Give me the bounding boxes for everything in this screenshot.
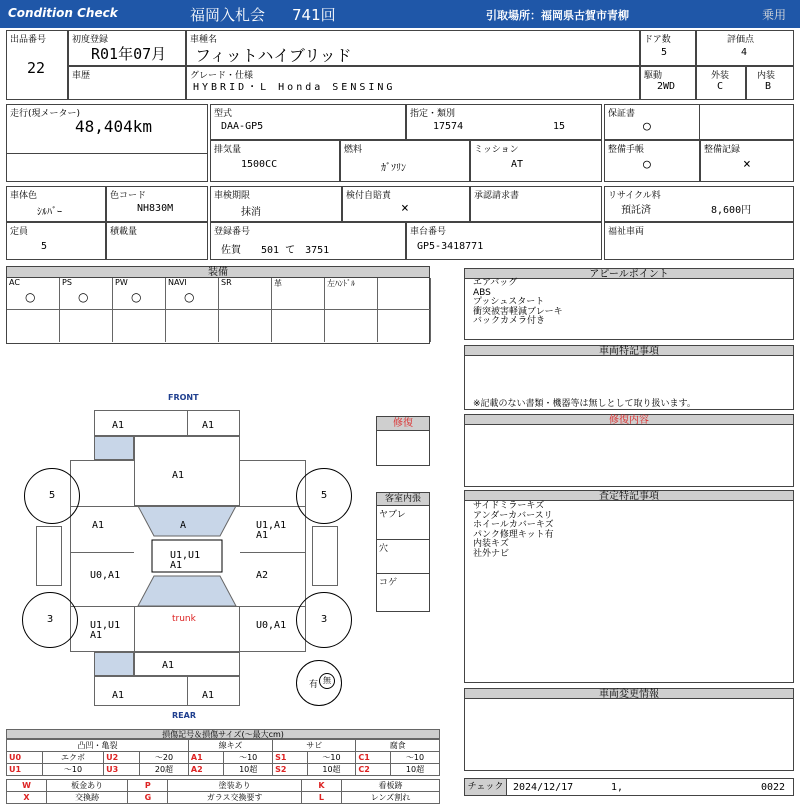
exterior-cell (696, 66, 746, 100)
equipment-empty-cell (113, 310, 166, 342)
equipment-empty-cell (219, 310, 272, 342)
car-name-label: 車種名 (190, 35, 218, 45)
grade-value: HYBRID・L Honda SENSING (193, 82, 396, 93)
mark-front-bumper-right: A1 (202, 420, 215, 431)
appraisal-line: 内装キズ (473, 539, 509, 549)
doors-label: ドア数 (644, 35, 671, 45)
mark-quarter-left-1: U1,U1 (90, 620, 121, 631)
mark-quarter-right: U0,A1 (256, 620, 287, 631)
history-cell (68, 66, 186, 100)
legend-desc: 板金あり (47, 780, 128, 792)
brand-title: Condition Check (8, 6, 118, 20)
check-date: 2024/12/17 (513, 782, 574, 793)
special-title: 車両特記事項 (464, 345, 794, 356)
mission-value: AT (511, 159, 524, 170)
mark-door-left: U0,A1 (90, 570, 121, 581)
legend-code: A1 (188, 752, 223, 764)
appraisal-line: 社外ナビ (473, 548, 510, 559)
lot-number-cell (6, 30, 68, 100)
repair-mark-label: 修復 (377, 417, 429, 431)
cabin-box (376, 492, 430, 612)
legend-code: S2 (273, 764, 307, 776)
drive-label: 駆動 (644, 71, 663, 81)
cabin-tear: ヤブレ (379, 510, 406, 520)
legend-desc: 交換跡 (47, 792, 128, 804)
equipment-value: ○ (78, 290, 89, 304)
equipment-empty-cell (272, 310, 325, 342)
equipment-empty-cell (166, 310, 219, 342)
legend-title: 損傷記号＆損傷サイズ(〜最大cm) (6, 729, 440, 739)
car-name: フィットハイブリッド (195, 46, 352, 65)
equipment-item (272, 278, 325, 310)
inspection-value: 抹消 (241, 207, 261, 218)
mark-quarter-left-2: A1 (90, 630, 103, 641)
appraisal-line: ホイールカバーキズ (473, 520, 554, 530)
doors-value: 5 (661, 47, 668, 58)
appeal-title: アピールポイント (464, 268, 794, 279)
hood-panel (134, 436, 240, 506)
legend-code: L (301, 792, 341, 804)
tire-rear-right: 3 (296, 592, 352, 648)
chassis-cell (406, 222, 602, 260)
rear-corner-left (94, 652, 134, 676)
welfare-cell (604, 222, 794, 260)
legend-desc: 〜10 (224, 752, 273, 764)
pickup-location: 引取場所：福岡県古賀市青柳 (486, 9, 629, 22)
check-row (464, 778, 794, 796)
legend-desc: 10超 (391, 764, 440, 776)
maint-book-value: ○ (643, 157, 651, 172)
first-registration-cell (68, 30, 186, 66)
recycle-status: 預託済 (621, 205, 651, 216)
appeal-line: エアバッグ (473, 278, 518, 288)
mark-rear-bumper-right: A1 (202, 690, 215, 701)
appeal-line: 衝突被害軽減ブレーキ (473, 306, 563, 317)
color-label: 車体色 (10, 191, 38, 201)
reg-number-value: 佐賀 501 て 3751 (221, 245, 330, 256)
appraisal-line: サイドミラーキズ (473, 501, 545, 511)
designation-label: 指定・類別 (410, 109, 456, 119)
legend-code: U3 (104, 764, 140, 776)
maint-record-value: × (743, 157, 751, 172)
check-label: チェック (465, 779, 507, 795)
damage-legend (6, 729, 440, 804)
legend-code: U1 (7, 764, 43, 776)
welfare-label: 福祉車両 (608, 227, 645, 237)
cabin-hole: 穴 (379, 544, 389, 554)
mileage-value: 48,404km (75, 117, 153, 136)
interior-label: 内装 (757, 71, 776, 81)
equipment-item (166, 278, 219, 310)
displacement-label: 排気量 (214, 145, 242, 155)
legend-col-header: 腐食 (356, 740, 440, 752)
legend-desc: 20超 (140, 764, 189, 776)
designation-value-1: 17574 (433, 121, 464, 132)
legend-code: U2 (104, 752, 140, 764)
trunk-panel (134, 606, 240, 652)
appeal-box (464, 279, 794, 340)
repair-mark-box (376, 416, 430, 466)
maint-book-cell (604, 140, 700, 182)
capacity-cell (6, 222, 106, 260)
insurance-label: 検付自賠責 (346, 191, 392, 201)
recycle-label: リサイクル料 (608, 191, 661, 201)
model-value: DAA-GP5 (221, 121, 264, 132)
mark-roof-2: A1 (170, 560, 183, 571)
mark-door-right: A2 (256, 570, 269, 581)
equipment-grid (6, 278, 430, 344)
legend-code: C2 (356, 764, 391, 776)
appeal-line: ABS (473, 287, 491, 298)
appeal-line: バックカメラ付き (473, 316, 546, 326)
tire-rear-left: 3 (22, 592, 78, 648)
warranty-value: ○ (643, 119, 651, 134)
maint-record-label: 整備記録 (704, 145, 741, 155)
fuel-cell (340, 140, 470, 182)
legend-desc: 看板跡 (341, 780, 439, 792)
designation-value-2: 15 (553, 121, 566, 132)
legend-col-header: 凸凹・亀裂 (7, 740, 189, 752)
equipment-item (378, 278, 431, 310)
claim-label: 承認請求書 (474, 191, 520, 201)
appeal-line: プッシュスタート (473, 297, 545, 307)
model-cell (210, 104, 406, 140)
load-cell (106, 222, 208, 260)
equipment-title: 装備 (6, 266, 430, 278)
front-label: FRONT (168, 393, 199, 402)
displacement-cell (210, 140, 340, 182)
interior-cell (746, 66, 794, 100)
chassis-label: 車台番号 (410, 227, 447, 237)
repair-title: 修復内容 (464, 414, 794, 425)
mark-rear-bumper-left: A1 (112, 690, 125, 701)
history-label: 車歴 (72, 71, 91, 81)
check-num: 1, (611, 782, 624, 793)
reg-number-cell (210, 222, 406, 260)
repair-box (464, 425, 794, 487)
spare-label: 有 (309, 680, 319, 690)
lot-label: 出品番号 (10, 35, 47, 45)
change-title: 車両変更情報 (464, 688, 794, 699)
drive-cell (640, 66, 696, 100)
equipment-value: ○ (25, 290, 36, 304)
equipment-value: ○ (131, 290, 142, 304)
designation-cell (406, 104, 602, 140)
warranty-cell (604, 104, 794, 140)
legend-code: C1 (356, 752, 391, 764)
legend-desc: レンズ割れ (341, 792, 439, 804)
appraisal-line: パンク修理キット有 (473, 529, 554, 540)
mark-fender-right-2: A1 (256, 530, 269, 541)
equipment-label: PS (62, 278, 72, 287)
legend-code: P (128, 780, 168, 792)
cabin-title: 客室内張 (377, 493, 429, 506)
grade-label: グレード・仕様 (190, 71, 254, 81)
score-label: 評価点 (727, 35, 755, 45)
mark-roof-1: U1,U1 (170, 550, 201, 561)
interior-value: B (765, 81, 772, 92)
legend-col-header: サビ (273, 740, 356, 752)
legend-desc: 塗装あり (168, 780, 302, 792)
legend-desc: 〜20 (140, 752, 189, 764)
recycle-amount: 8,600円 (711, 205, 752, 216)
equipment-value: ○ (184, 290, 195, 304)
lot-number: 22 (27, 59, 46, 77)
tire-front-left: 5 (24, 468, 80, 524)
color-value: ｼﾙﾊﾞｰ (37, 207, 62, 218)
displacement-value: 1500CC (241, 159, 278, 170)
special-box (464, 356, 794, 410)
capacity-label: 定員 (10, 227, 29, 237)
tire-front-right: 5 (296, 468, 352, 524)
rear-label: REAR (172, 711, 196, 720)
grade-cell (186, 66, 640, 100)
equipment-item (325, 278, 378, 310)
appraisal-box (464, 501, 794, 683)
legend-code: W (7, 780, 47, 792)
legend-code: A2 (188, 764, 223, 776)
equipment-item (219, 278, 272, 310)
spare-icon: 無 (319, 673, 335, 689)
fuel-value: ｶﾞｿﾘﾝ (381, 163, 406, 174)
equipment-empty-cell (378, 310, 431, 342)
chassis-value: GP5-3418771 (417, 241, 484, 252)
capacity-value: 5 (41, 241, 48, 252)
vehicle-category: 乗用 (762, 8, 787, 22)
equipment-label: SR (221, 278, 232, 287)
mirror-left (36, 526, 62, 586)
fuel-label: 燃料 (344, 145, 363, 155)
insurance-cell (342, 186, 470, 222)
car-name-cell (186, 30, 640, 66)
mission-label: ミッション (474, 145, 519, 155)
change-box (464, 699, 794, 771)
legend-code: X (7, 792, 47, 804)
equipment-item (7, 278, 60, 310)
claim-cell (470, 186, 602, 222)
front-corner-left (94, 436, 134, 460)
equipment-empty-cell (60, 310, 113, 342)
equipment-empty-cell (325, 310, 378, 342)
equipment-label: AC (9, 278, 20, 287)
mileage-label: 走行(現メーター) (10, 109, 81, 119)
color-cell (6, 186, 106, 222)
equipment-label: NAVI (168, 278, 187, 287)
legend-desc: 〜10 (307, 752, 356, 764)
mark-fender-right-1: U1,A1 (256, 520, 287, 531)
legend-desc: 〜10 (42, 764, 103, 776)
mileage-cell (6, 104, 208, 182)
equipment-label: PW (115, 278, 128, 287)
drive-value: 2WD (657, 81, 676, 92)
appraisal-title: 査定特記事項 (464, 490, 794, 501)
equipment-label: 革 (274, 279, 282, 288)
load-label: 積載量 (110, 227, 138, 237)
maint-record-cell (700, 140, 794, 182)
color-code-label: 色コード (110, 191, 147, 201)
auction-name: 福岡入札会 (190, 6, 266, 24)
legend-code: K (301, 780, 341, 792)
equipment-item (113, 278, 166, 310)
cabin-burn: コゲ (379, 578, 398, 588)
equipment-label: 左ﾊﾝﾄﾞﾙ (327, 279, 355, 288)
mark-front-bumper-left: A1 (112, 420, 125, 431)
spare-tire (296, 660, 342, 706)
legend-code: U0 (7, 752, 43, 764)
first-reg-value: R01年07月 (91, 45, 167, 63)
header-bar (0, 0, 800, 28)
warranty-label: 保証書 (608, 109, 636, 119)
legend-desc: ガラス交換要す (168, 792, 302, 804)
auction-session: 741回 (292, 6, 336, 24)
equipment-empty-cell (7, 310, 60, 342)
first-reg-label: 初度登録 (72, 35, 109, 45)
model-label: 型式 (214, 109, 233, 119)
insurance-value: × (401, 201, 409, 216)
trunk-label: trunk (172, 614, 196, 624)
recycle-cell (604, 186, 794, 222)
score-value: 4 (741, 47, 748, 58)
score-cell (696, 30, 794, 66)
exterior-value: C (717, 81, 724, 92)
special-note: ※記載のない書類・機器等は無しとして取り扱います。 (473, 399, 696, 409)
inspection-label: 車検期限 (214, 191, 251, 201)
maint-book-label: 整備手帳 (608, 145, 645, 155)
mark-tailgate: A1 (162, 660, 175, 671)
exterior-label: 外装 (711, 71, 730, 81)
legend-code: G (128, 792, 168, 804)
tailgate-panel (134, 652, 240, 676)
mission-cell (470, 140, 602, 182)
color-code-cell (106, 186, 208, 222)
color-code-value: NH830M (137, 203, 174, 214)
legend-desc: エクボ (42, 752, 103, 764)
mark-fender-left: A1 (92, 520, 105, 531)
doors-cell (640, 30, 696, 66)
legend-desc: 10超 (307, 764, 356, 776)
mark-hood: A1 (172, 470, 185, 481)
legend-desc: 〜10 (391, 752, 440, 764)
reg-number-label: 登録番号 (214, 227, 251, 237)
equipment-item (60, 278, 113, 310)
legend-desc: 10超 (224, 764, 273, 776)
legend-col-header: 線キズ (188, 740, 272, 752)
mark-windshield: A (180, 520, 187, 531)
legend-code: S1 (273, 752, 307, 764)
inspection-cell (210, 186, 342, 222)
mirror-right (312, 526, 338, 586)
check-code: 0022 (761, 782, 786, 793)
appraisal-line: アンダーカバースリ (473, 510, 553, 521)
